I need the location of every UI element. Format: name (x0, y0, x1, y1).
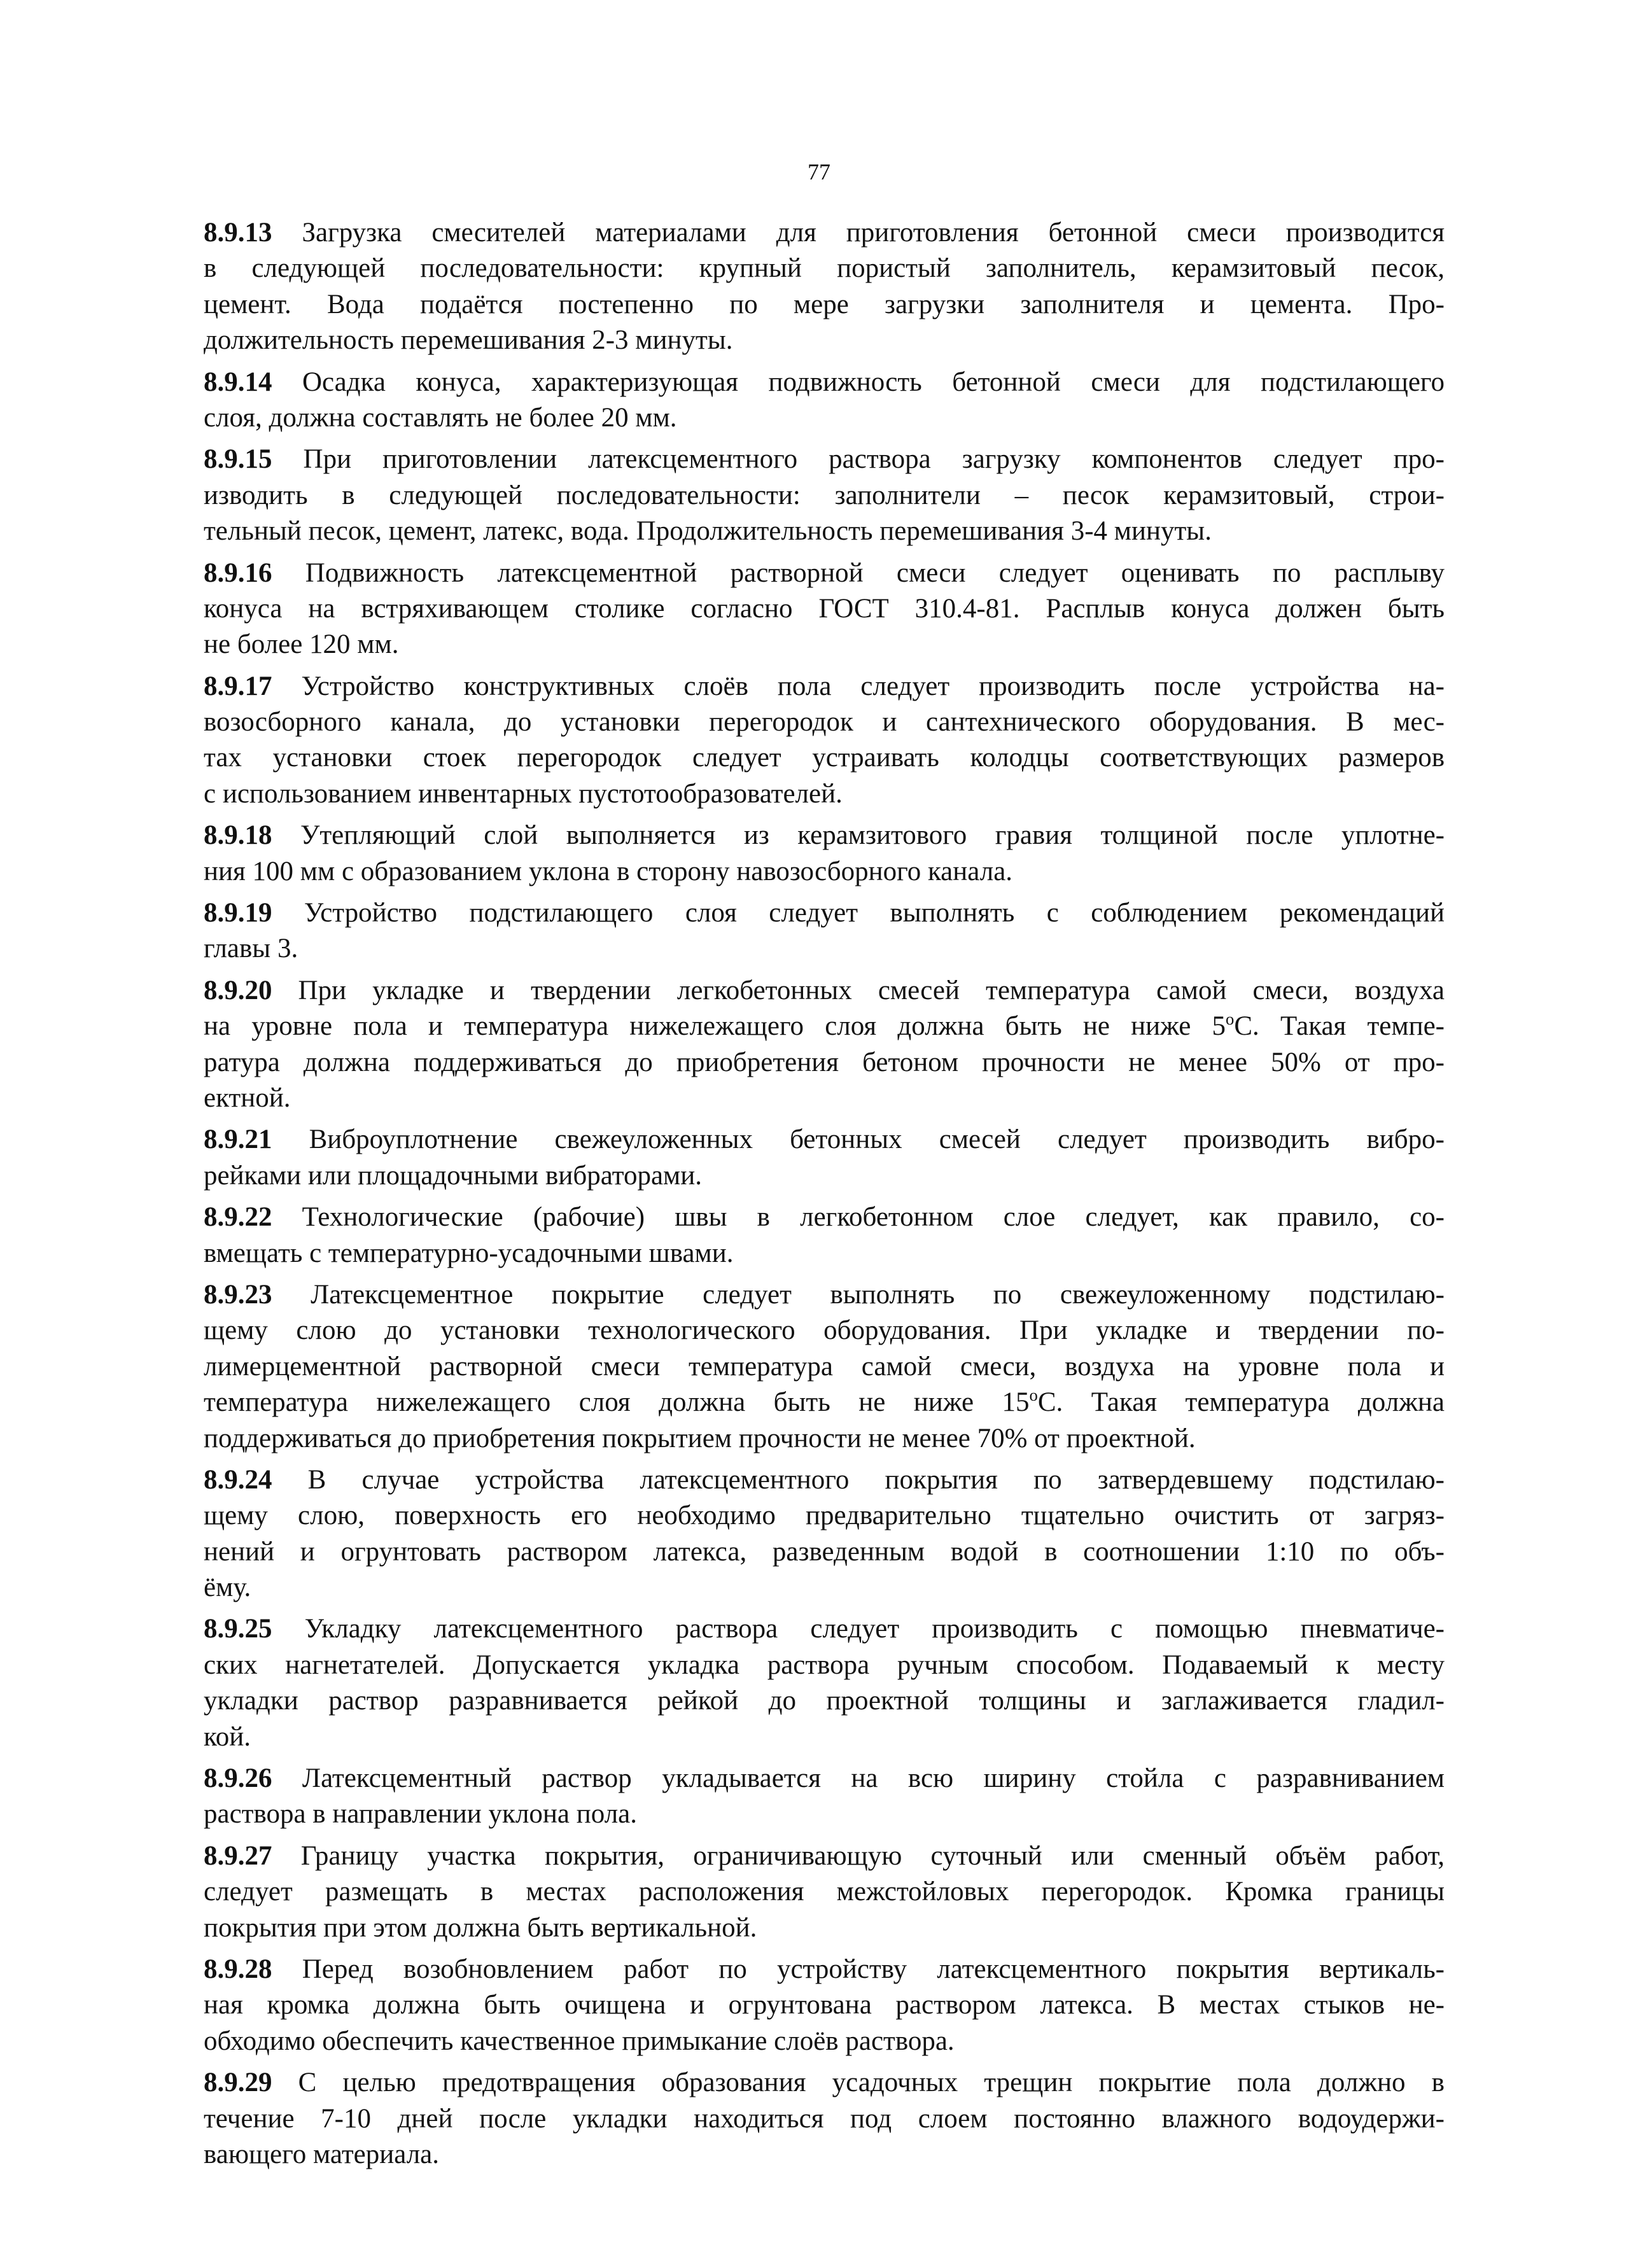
clause-8-9-13 (204, 215, 1445, 359)
text-line: укладки раствор разравнивается рейкой до проектной толщины и заглаживается гладил- (204, 1686, 1445, 1716)
text-line: температура нижележащего слоя должна быть не ниже 15$^o$С. Такая температура должна (204, 1385, 1445, 1418)
clause-8-9-17 (204, 669, 1445, 813)
clause-number: 8.9.14 (204, 367, 272, 397)
clause-number: 8.9.23 (204, 1279, 272, 1310)
clause-8-9-27 (204, 1838, 1445, 1946)
clause-8-9-19 (204, 895, 1445, 967)
clause-number: 8.9.17 (204, 671, 272, 701)
text-line: 8.9.18 Утепляющий слой выполняется из керамзитового гравия толщиной после уплотне- (204, 820, 1445, 851)
clause-8-9-16 (204, 556, 1445, 663)
text-line: не более 120 мм. (204, 629, 399, 660)
text-line: ратура должна поддерживаться до приобретения бетоном прочности не менее 50% от про- (204, 1047, 1445, 1077)
text-line: в следующей последовательности: крупный пористый заполнитель, керамзитовый песок, (204, 253, 1445, 284)
clause-8-9-23 (204, 1277, 1445, 1457)
text-line: 8.9.14 Осадка конуса, характеризующая подвижность бетонной смеси для подстилающего (204, 367, 1445, 397)
text-line: ная кромка должна быть очищена и огрунтована раствором латекса. В местах стыков не- (204, 1990, 1445, 2020)
text-line: 8.9.25 Укладку латексцементного раствора следует производить с помощью пневматиче- (204, 1614, 1445, 1644)
clause-number: 8.9.22 (204, 1202, 272, 1233)
clause-number: 8.9.16 (204, 557, 272, 588)
text-line: ёму. (204, 1572, 251, 1603)
text-line: на уровне пола и температура нижележащего слоя должна быть не ниже 5$^o$С. Такая темпе- (204, 1009, 1445, 1042)
text-line: ния 100 мм с образованием уклона в сторону навозосборного канала. (204, 856, 1013, 886)
text-line: 8.9.17 Устройство конструктивных слоёв пола следует производить после устройства на- (204, 671, 1445, 701)
clause-number: 8.9.21 (204, 1124, 272, 1155)
text-line: 8.9.20 При укладке и твердении легкобетонных смесей температура самой смеси, воздуха (204, 975, 1445, 1005)
text-line: 8.9.29 С целью предотвращения образования усадочных трещин покрытие пола должно в (204, 2068, 1445, 2098)
text-line: цемент. Вода подаётся постепенно по мере загрузки заполнителя и цемента. Про- (204, 289, 1445, 319)
clause-number: 8.9.28 (204, 1954, 272, 1984)
text-line: щему слою до установки технологического оборудования. При укладке и твердении по- (204, 1315, 1445, 1346)
clause-number: 8.9.15 (204, 444, 272, 475)
clause-8-9-24 (204, 1462, 1445, 1606)
text-line: конуса на встряхивающем столике согласно ГОСТ 310.4-81. Расплыв конуса должен быть (204, 593, 1445, 624)
text-line: должительность перемешивания 2-3 минуты. (204, 325, 733, 356)
text-line: обходимо обеспечить качественное примыкание слоёв раствора. (204, 2026, 955, 2056)
text-line: кой. (204, 1721, 251, 1752)
text-line: щему слою, поверхность его необходимо предварительно тщательно очистить от загряз- (204, 1501, 1445, 1531)
text-line: 8.9.13 Загрузка смесителей материалами для приготовления бетонной смеси производится (204, 218, 1445, 248)
text-line: 8.9.27 Границу участка покрытия, ограничивающую суточный или сменный объём работ, (204, 1840, 1445, 1871)
clause-8-9-18 (204, 818, 1445, 890)
text-line: рейками или площадочными вибраторами. (204, 1160, 703, 1191)
clause-number: 8.9.20 (204, 975, 272, 1005)
text-line: возосборного канала, до установки перегородок и сантехнического оборудования. В мес- (204, 707, 1445, 738)
document-body (204, 215, 1445, 2173)
text-line: вмещать с температурно-усадочными швами. (204, 1238, 734, 1268)
text-line: тельный песок, цемент, латекс, вода. Продолжительность перемешивания 3-4 минуты. (204, 516, 1212, 547)
text-line: изводить в следующей последовательности: заполнители – песок керамзитовый, строи- (204, 480, 1445, 510)
text-line: 8.9.23 Латексцементное покрытие следует выполнять по свежеуложенному подстилаю- (204, 1279, 1445, 1310)
clause-8-9-26 (204, 1761, 1445, 1833)
clause-number: 8.9.19 (204, 898, 272, 928)
text-line: 8.9.19 Устройство подстилающего слоя следует выполнять с соблюдением рекомендаций (204, 898, 1445, 928)
clause-8-9-28 (204, 1952, 1445, 2059)
clause-8-9-22 (204, 1200, 1445, 1271)
clause-number: 8.9.29 (204, 2068, 272, 2098)
text-line: раствора в направлении уклона пола. (204, 1799, 637, 1830)
text-line: 8.9.21 Виброуплотнение свежеуложенных бетонных смесей следует производить вибро- (204, 1124, 1445, 1155)
text-line: 8.9.24 В случае устройства латексцементного покрытия по затвердевшему подстилаю- (204, 1464, 1445, 1495)
text-line: тах установки стоек перегородок следует устраивать колодцы соответствующих размеров (204, 743, 1445, 773)
text-line: 8.9.15 При приготовлении латексцементного раствора загрузку компонентов следует про- (204, 444, 1445, 475)
clause-8-9-15 (204, 442, 1445, 549)
clause-number: 8.9.26 (204, 1763, 272, 1794)
clause-8-9-20 (204, 973, 1445, 1117)
text-line: нений и огрунтовать раствором латекса, разведенным водой в соотношении 1:10 по объ- (204, 1536, 1445, 1567)
text-line: главы 3. (204, 934, 298, 964)
clause-number: 8.9.25 (204, 1614, 272, 1644)
text-line: следует размещать в местах расположения межстойловых перегородок. Кромка границы (204, 1877, 1445, 1907)
text-line: слоя, должна составлять не более 20 мм. (204, 402, 677, 433)
text-line: ектной. (204, 1082, 291, 1113)
text-line: лимерцементной растворной смеси температура самой смеси, воздуха на уровне пола и (204, 1351, 1445, 1382)
text-line: течение 7-10 дней после укладки находиться под слоем постоянно влажного водоудержи- (204, 2103, 1445, 2134)
text-line: вающего материала. (204, 2139, 439, 2169)
text-line: поддерживаться до приобретения покрытием прочности не менее 70% от проектной. (204, 1423, 1196, 1453)
clause-8-9-25 (204, 1611, 1445, 1755)
clause-number: 8.9.27 (204, 1840, 272, 1871)
text-line: с использованием инвентарных пустотообразователей. (204, 778, 843, 809)
clause-8-9-21 (204, 1122, 1445, 1194)
text-line: 8.9.26 Латексцементный раствор укладывается на всю ширину стойла с разравниванием (204, 1763, 1445, 1794)
clause-number: 8.9.13 (204, 218, 272, 248)
page-number: 77 (808, 159, 830, 185)
clause-8-9-29 (204, 2065, 1445, 2173)
text-line: 8.9.16 Подвижность латексцементной растворной смеси следует оценивать по расплыву (204, 557, 1445, 588)
clause-number: 8.9.18 (204, 820, 272, 851)
text-line: ских нагнетателей. Допускается укладка раствора ручным способом. Подаваемый к месту (204, 1649, 1445, 1680)
clause-8-9-14 (204, 365, 1445, 437)
text-line: 8.9.28 Перед возобновлением работ по устройству латексцементного покрытия вертикаль- (204, 1954, 1445, 1984)
clause-number: 8.9.24 (204, 1464, 272, 1495)
text-line: покрытия при этом должна быть вертикальной. (204, 1912, 757, 1943)
text-line: 8.9.22 Технологические (рабочие) швы в легкобетонном слое следует, как правило, со- (204, 1202, 1445, 1233)
